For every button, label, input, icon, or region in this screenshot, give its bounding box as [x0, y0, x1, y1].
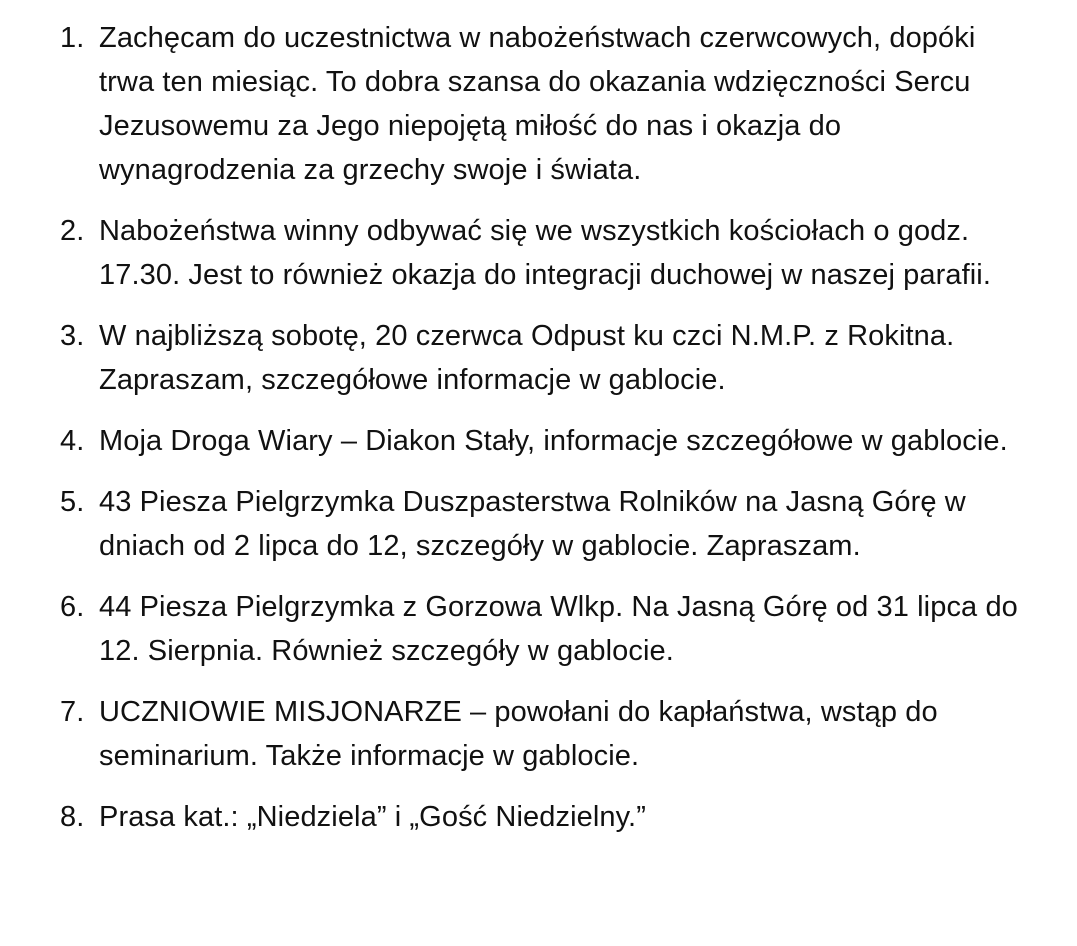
announcement-item-3: [0, 314, 1077, 402]
item-number: 4.: [60, 425, 85, 457]
item-text: 44 Piesza Pielgrzymka z Gorzowa Wlkp. Na Jasną Górę od 31 lipca do 12. Sierpnia. Również szczegóły w gablocie.: [99, 591, 1018, 667]
item-text: Prasa kat.: „Niedziela” i „Gość Niedzielny.”: [99, 801, 646, 833]
announcement-item-8: [0, 795, 1077, 839]
item-text: 43 Piesza Pielgrzymka Duszpasterstwa Rolników na Jasną Górę w dniach od 2 lipca do 12, szczegóły w gablocie. Zapraszam.: [99, 486, 966, 562]
item-number: 2.: [60, 215, 85, 247]
announcement-item-4: [0, 419, 1077, 463]
item-number: 3.: [60, 320, 85, 352]
announcement-item-5: [0, 480, 1077, 568]
item-text: Moja Droga Wiary – Diakon Stały, informacje szczegółowe w gablocie.: [99, 425, 1008, 457]
item-number: 8.: [60, 801, 85, 833]
announcement-item-2: [0, 209, 1077, 297]
item-text: Nabożeństwa winny odbywać się we wszystkich kościołach o godz. 17.30. Jest to również okazja do integracji duchowej w naszej parafii.: [99, 215, 991, 291]
announcement-item-1: [0, 16, 1077, 192]
announcement-item-6: [0, 585, 1077, 673]
item-text: W najbliższą sobotę, 20 czerwca Odpust ku czci N.M.P. z Rokitna. Zapraszam, szczegółowe informacje w gablocie.: [99, 320, 955, 396]
item-number: 5.: [60, 486, 85, 518]
item-number: 6.: [60, 591, 85, 623]
item-number: 1.: [60, 22, 85, 54]
item-text: UCZNIOWIE MISJONARZE – powołani do kapłaństwa, wstąp do seminarium. Także informacje w gablocie.: [99, 696, 938, 772]
item-text: Zachęcam do uczestnictwa w nabożeństwach czerwcowych, dopóki trwa ten miesiąc. To dobra szansa do okazania wdzięczności Sercu Jezusowemu za Jego niepojętą miłość do nas i okazja do wynagrodzenia za grzechy swoje i świata.: [99, 22, 976, 186]
announcements-list: [0, 16, 1077, 839]
item-number: 7.: [60, 696, 85, 728]
announcement-item-7: [0, 690, 1077, 778]
